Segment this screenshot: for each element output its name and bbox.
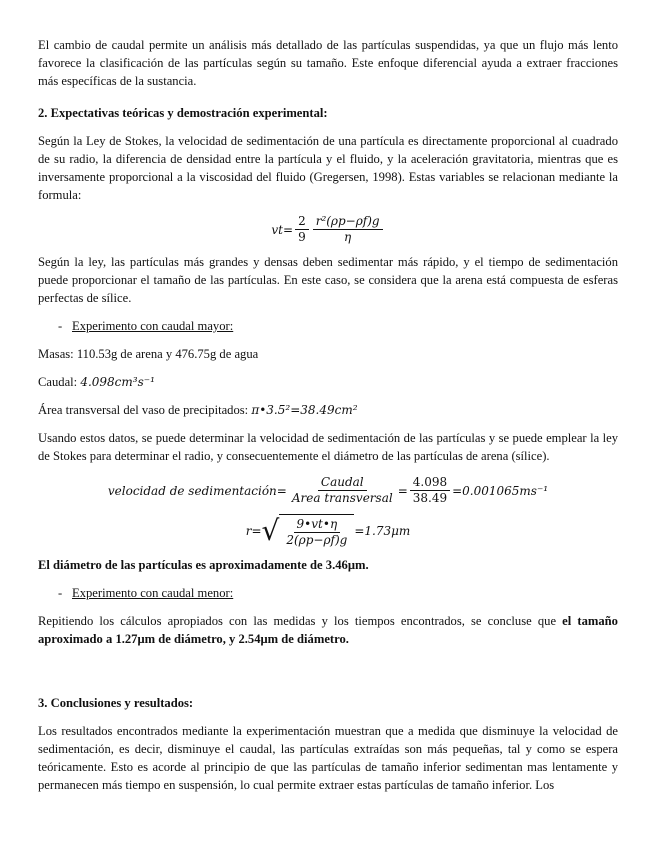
formula2-equals: = [397, 483, 408, 498]
bullet-dash: - [58, 319, 63, 333]
formula3-denominator: 2(ρp−ρf)g [286, 533, 348, 547]
formula3-lhs: r= [245, 524, 262, 538]
document-page [38, 36, 618, 804]
formula2-fraction2 [410, 475, 450, 506]
formula3-result: =1.73μm [354, 524, 411, 538]
formula2-den1: Area transversal [291, 491, 393, 505]
caudal-label: Caudal: [38, 375, 81, 389]
bullet-major-flow [38, 317, 618, 335]
formula2-num1: Caudal [318, 475, 367, 491]
formula2-lhs: velocidad de sedimentación= [107, 483, 287, 498]
area-line [38, 401, 618, 419]
using-paragraph: Usando estos datos, se puede determinar la velocidad de sedimentación de las partículas y se puede emplear la ley de Stokes para determinar el radio, y consecuentemente el diámetro de las partículas de arena (sílice). [38, 431, 618, 463]
intro-paragraph: El cambio de caudal permite un análisis más detallado de las partículas suspendidas, ya que un flujo más lento favorece la clasificación de las partículas según su tamaño. Este enfoque diferencial ayuda a extraer fracciones más específicas de la sustancia. [38, 38, 618, 88]
radius-formula [38, 514, 618, 548]
formula3-fraction [283, 517, 350, 548]
masas-line: Masas: 110.53g de arena y 476.75g de agua [38, 347, 259, 361]
minor-bold-text: el tamaño aproximado a 1.27μm de diámetro, y 2.54μm de diámetro. [38, 614, 618, 646]
area-label: Área transversal del vaso de precipitados: [38, 403, 252, 417]
spacer [38, 658, 618, 680]
caudal-line [38, 373, 618, 391]
section3-heading: 3. Conclusiones y resultados: [38, 696, 194, 710]
velocity-formula [38, 475, 618, 506]
bullet-minor-flow [38, 584, 618, 602]
formula1-coefficient [295, 214, 309, 245]
formula3-numerator: 9•vt•η [294, 517, 341, 533]
formula1-lhs: vt= [271, 222, 294, 237]
stokes-paragraph: Según la Ley de Stokes, la velocidad de sedimentación de una partícula es directamente proporcional al cuadrado de su radio, la diferencia de densidad entre la partícula y el fluido, y la aceleración gravitatoria, mientras que es inversamente proporcional a la viscosidad del fluido (Gregersen, 1998). Estas variables se relacionan mediante la formula: [38, 134, 618, 202]
formula2-fraction1 [289, 475, 396, 506]
diameter-major-statement [38, 556, 618, 574]
bullet-minor-label: Experimento con caudal menor: [72, 586, 234, 600]
formula2-num2: 4.098 [410, 475, 450, 491]
section2-heading: 2. Expectativas teóricas y demostración experimental: [38, 106, 328, 120]
conclusions-paragraph: Los resultados encontrados mediante la experimentación muestran que a medida que disminuye la velocidad de sedimentación, es decir, disminuye el caudal, las partículas extraídas son más pequeñas, tal y como se espera teóricamente. Esto es acorde al principio de que las partículas de tamaño inferior sedimentan mas lentamente y permanecen más tiempo en suspensión, lo cual permite extraer estas partículas de tamaño inferior. Los [38, 724, 618, 792]
formula1-denominator: η [344, 230, 352, 244]
sqrt-sign [262, 514, 355, 548]
law-paragraph: Según la ley, las partículas más grandes y densas deben sedimentar más rápido, y el tiempo de sedimentación puede proporcionar el tamaño de las partículas. En este caso, se considera que la arena está compuesta de esferas perfectas de sílice. [38, 255, 618, 305]
formula1-fraction [313, 214, 383, 245]
caudal-value: 4.098cm³s⁻¹ [80, 375, 155, 389]
minor-paragraph [38, 612, 618, 648]
formula2-den2: 38.49 [412, 491, 448, 505]
formula1-numerator: r²(ρp−ρf)g [313, 214, 383, 230]
stokes-formula [38, 214, 618, 245]
minor-plain-text: Repitiendo los cálculos apropiados con las medidas y los tiempos encontrados, se concluse que [38, 614, 563, 628]
formula1-coef-den: 9 [298, 230, 306, 244]
formula2-result: =0.001065ms⁻¹ [452, 483, 549, 498]
diameter-major-bold: El diámetro de las partículas es aproximadamente de 3.46μm. [38, 558, 369, 572]
formula1-coef-num: 2 [295, 214, 309, 230]
area-value: π•3.5²=38.49cm² [251, 403, 358, 417]
bullet-dash: - [58, 586, 63, 600]
sqrt-body [279, 514, 354, 548]
bullet-major-label: Experimento con caudal mayor: [72, 319, 234, 333]
radical-icon: √ [261, 514, 280, 547]
